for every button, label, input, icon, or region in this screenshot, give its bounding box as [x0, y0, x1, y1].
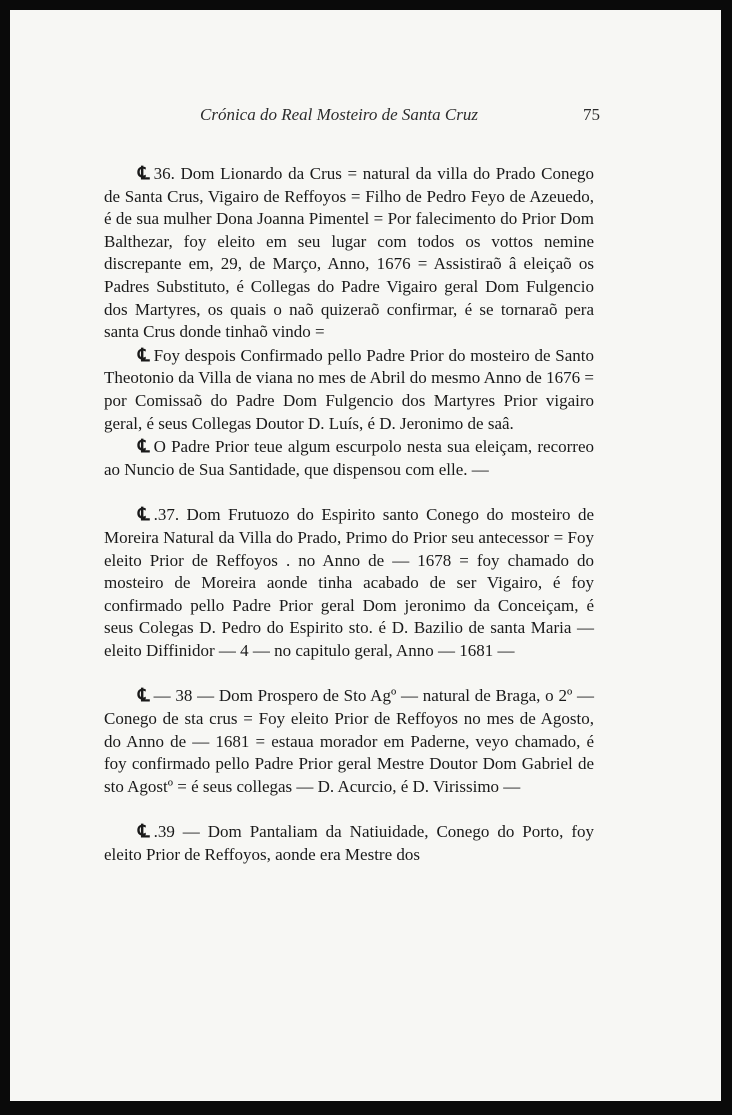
paragraph-mark-icon: ℄ — [138, 504, 150, 525]
paragraph-confirmation — [104, 344, 594, 435]
paragraph-mark-icon: ℄ — [138, 821, 150, 842]
page-number: 75 — [583, 105, 600, 124]
body-text — [104, 162, 594, 867]
paragraph-text: 36. Dom Lionardo da Crus = natural da villa do Prado Conego de Santa Crus, Vigairo de Reffoyos = Filho de Pedro Feyo de Azeuedo, é de sua mulher Dona Joanna Pimentel = Por falecimento do Prior Dom Balthezar, foy eleito em seu lugar com todos os vottos nemine discrepante em, 29, de Março, Anno, 1676 = Assistiraõ â eleiçaõ os Padres Substituto, é Collegas do Padre Vigairo geral Dom Fulgencio dos Martyres, os quais o naõ quizeraõ confirmar, é se tornaraõ pera santa Crus donde tinhaõ vindo = — [104, 164, 594, 342]
paragraph-37 — [104, 503, 594, 662]
paragraph-text: .37. Dom Frutuozo do Espirito santo Conego do mosteiro de Moreira Natural da Villa do Prado, Primo do Prior seu antecessor = Foy eleito Prior de Reffoyos . no Anno de — 1678 = foy chamado do mosteiro de Moreira aonde tinha acabado de ser Vigairo, é foy confirmado pello Padre Prior geral Dom jeronimo da Conceiçam, é seus Colegas D. Pedro do Espirito sto. é D. Bazilio de santa Maria — eleito Diffinidor — 4 — no capitulo geral, Anno — 1681 — — [104, 505, 594, 660]
paragraph-scruple — [104, 435, 594, 481]
paragraph-39 — [104, 820, 594, 866]
paragraph-mark-icon: ℄ — [138, 163, 150, 183]
running-header — [160, 105, 600, 129]
running-title: Crónica do Real Mosteiro de Santa Cruz — [200, 105, 478, 124]
paragraph-38 — [104, 684, 594, 798]
paragraph-text: — 38 — Dom Prospero de Sto Agº — natural de Braga, o 2º — Conego de sta crus = Foy eleito Prior de Reffoyos no mes de Agosto, do Anno de — 1681 = estaua morador em Paderne, veyo chamado, é foy confirmado pello Padre Prior geral Mestre Doutor Dom Gabriel de sto Agostº = é seus collegas — D. Acurcio, é D. Virissimo — — [104, 686, 594, 796]
paragraph-mark-icon: ℄ — [138, 685, 150, 706]
paragraph-mark-icon: ℄ — [138, 436, 150, 457]
paragraph-text: O Padre Prior teue algum escurpolo nesta sua eleiçam, recorreo ao Nuncio de Sua Santidade, que dispensou com elle. — — [104, 437, 594, 479]
book-page — [10, 10, 721, 1101]
paragraph-mark-icon: ℄ — [138, 344, 150, 365]
paragraph-36 — [104, 162, 594, 344]
paragraph-text: Foy despois Confirmado pello Padre Prior do mosteiro de Santo Theotonio da Villa de viana no mes de Abril do mesmo Anno de 1676 = por Comissaõ do Padre Dom Fulgencio dos Martyres Prior vigairo geral, é seus Collegas Doutor D. Luís, é D. Jeronimo de saâ. — [104, 345, 594, 433]
paragraph-text: .39 — Dom Pantaliam da Natiuidade, Conego do Porto, foy eleito Prior de Reffoyos, aonde era Mestre dos — [104, 822, 594, 865]
